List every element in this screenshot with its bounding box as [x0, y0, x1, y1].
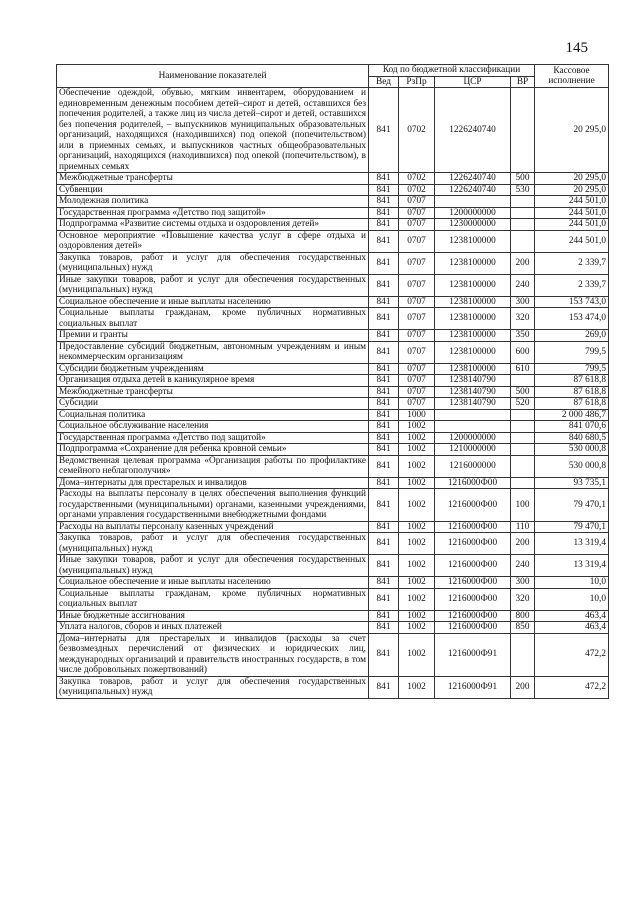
- row-rzpr-cell: 1002: [399, 622, 435, 634]
- row-ved-cell: 841: [369, 622, 399, 634]
- row-ved-cell: 841: [369, 610, 399, 622]
- row-name-cell: Государственная программа «Детство под защитой»: [57, 432, 369, 444]
- table-row: [57, 444, 609, 456]
- row-name-cell: Межбюджетные трансферты: [57, 173, 369, 185]
- row-vr-cell: [511, 230, 535, 252]
- table-row: [57, 184, 609, 196]
- row-ved-cell: 841: [369, 409, 399, 421]
- row-csr-cell: 1238100000: [435, 308, 511, 330]
- row-csr-cell: 1226240740: [435, 184, 511, 196]
- row-amount-cell: 20 295,0: [535, 173, 609, 185]
- row-vr-cell: 350: [511, 330, 535, 342]
- row-ved-cell: 841: [369, 296, 399, 308]
- row-amount-cell: 87 618,8: [535, 386, 609, 398]
- row-csr-cell: 1238140790: [435, 398, 511, 410]
- row-amount-cell: 799,5: [535, 363, 609, 375]
- row-rzpr-cell: 1002: [399, 477, 435, 489]
- row-vr-cell: [511, 375, 535, 387]
- row-amount-cell: 530 000,8: [535, 455, 609, 477]
- row-rzpr-cell: 0702: [399, 173, 435, 185]
- row-vr-cell: 320: [511, 308, 535, 330]
- row-csr-cell: 1216000Ф00: [435, 588, 511, 610]
- table-row: [57, 330, 609, 342]
- table-row: [57, 173, 609, 185]
- row-vr-cell: 600: [511, 341, 535, 363]
- row-amount-cell: 244 501,0: [535, 230, 609, 252]
- row-csr-cell: 1226240740: [435, 173, 511, 185]
- table-row: [57, 341, 609, 363]
- row-ved-cell: 841: [369, 184, 399, 196]
- row-csr-cell: 1216000Ф00: [435, 555, 511, 577]
- table-row: [57, 610, 609, 622]
- header-indicator-name: Наименование показателей: [57, 65, 369, 88]
- row-rzpr-cell: 1002: [399, 533, 435, 555]
- row-amount-cell: 87 618,8: [535, 398, 609, 410]
- row-csr-cell: 1200000000: [435, 432, 511, 444]
- row-ved-cell: 841: [369, 421, 399, 433]
- row-vr-cell: 300: [511, 577, 535, 589]
- row-amount-cell: 472,2: [535, 633, 609, 676]
- row-csr-cell: 1216000000: [435, 455, 511, 477]
- table-row: [57, 455, 609, 477]
- table-row: [57, 308, 609, 330]
- row-name-cell: Ведомственная целевая программа «Организация работы по профилактике семейного неблагополучия»: [57, 455, 369, 477]
- row-vr-cell: [511, 477, 535, 489]
- row-amount-cell: 10,0: [535, 588, 609, 610]
- row-amount-cell: 87 618,8: [535, 375, 609, 387]
- row-vr-cell: 240: [511, 274, 535, 296]
- row-name-cell: Государственная программа «Детство под защитой»: [57, 207, 369, 219]
- row-ved-cell: 841: [369, 398, 399, 410]
- row-csr-cell: 1216000Ф00: [435, 489, 511, 522]
- table-row: [57, 622, 609, 634]
- row-amount-cell: 153 743,0: [535, 296, 609, 308]
- row-rzpr-cell: 0707: [399, 398, 435, 410]
- row-csr-cell: 1200000000: [435, 207, 511, 219]
- table-row: [57, 398, 609, 410]
- row-vr-cell: [511, 409, 535, 421]
- table-row: [57, 555, 609, 577]
- row-ved-cell: 841: [369, 341, 399, 363]
- row-amount-cell: 2 000 486,7: [535, 409, 609, 421]
- row-amount-cell: 799,5: [535, 341, 609, 363]
- row-csr-cell: 1216000Ф00: [435, 533, 511, 555]
- row-csr-cell: 1210000000: [435, 444, 511, 456]
- table-row: [57, 274, 609, 296]
- row-rzpr-cell: 1002: [399, 588, 435, 610]
- row-rzpr-cell: 0707: [399, 196, 435, 208]
- row-name-cell: Подпрограмма «Развитие системы отдыха и оздоровления детей»: [57, 219, 369, 231]
- row-ved-cell: 841: [369, 196, 399, 208]
- row-vr-cell: 240: [511, 555, 535, 577]
- row-amount-cell: 13 319,4: [535, 555, 609, 577]
- row-rzpr-cell: 0707: [399, 375, 435, 387]
- row-csr-cell: 1216000Ф91: [435, 633, 511, 676]
- table-row: [57, 633, 609, 676]
- row-vr-cell: 320: [511, 588, 535, 610]
- row-ved-cell: 841: [369, 219, 399, 231]
- row-csr-cell: 1226240740: [435, 88, 511, 173]
- table-row: [57, 296, 609, 308]
- row-name-cell: Уплата налогов, сборов и иных платежей: [57, 622, 369, 634]
- row-ved-cell: 841: [369, 330, 399, 342]
- row-csr-cell: 1238100000: [435, 363, 511, 375]
- row-csr-cell: 1216000Ф00: [435, 622, 511, 634]
- table-row: [57, 88, 609, 173]
- row-csr-cell: 1238100000: [435, 252, 511, 274]
- row-csr-cell: 1216000Ф00: [435, 477, 511, 489]
- row-name-cell: Закупка товаров, работ и услуг для обеспечения государственных (муниципальных) нужд: [57, 533, 369, 555]
- row-csr-cell: 1238140790: [435, 386, 511, 398]
- row-vr-cell: 610: [511, 363, 535, 375]
- row-vr-cell: 110: [511, 521, 535, 533]
- row-amount-cell: 79 470,1: [535, 521, 609, 533]
- table-row: [57, 489, 609, 522]
- row-vr-cell: [511, 207, 535, 219]
- row-amount-cell: 2 339,7: [535, 274, 609, 296]
- row-rzpr-cell: 1002: [399, 610, 435, 622]
- row-rzpr-cell: 1002: [399, 676, 435, 698]
- row-vr-cell: 100: [511, 489, 535, 522]
- row-ved-cell: 841: [369, 477, 399, 489]
- row-amount-cell: 93 735,1: [535, 477, 609, 489]
- row-name-cell: Субсидии: [57, 398, 369, 410]
- row-rzpr-cell: 1002: [399, 555, 435, 577]
- row-ved-cell: 841: [369, 455, 399, 477]
- row-vr-cell: 500: [511, 173, 535, 185]
- row-rzpr-cell: 0707: [399, 207, 435, 219]
- row-name-cell: Иные закупки товаров, работ и услуг для обеспечения государственных (муниципальных) нужд: [57, 555, 369, 577]
- row-ved-cell: 841: [369, 521, 399, 533]
- row-ved-cell: 841: [369, 633, 399, 676]
- table-row: [57, 196, 609, 208]
- page-number: 145: [565, 40, 588, 56]
- row-csr-cell: 1216000Ф00: [435, 521, 511, 533]
- table-row: [57, 219, 609, 231]
- row-ved-cell: 841: [369, 88, 399, 173]
- row-vr-cell: [511, 633, 535, 676]
- header-csr: ЦСР: [435, 76, 511, 88]
- row-name-cell: Субсидии бюджетным учреждениям: [57, 363, 369, 375]
- row-ved-cell: 841: [369, 444, 399, 456]
- row-name-cell: Социальное обеспечение и иные выплаты населению: [57, 296, 369, 308]
- row-amount-cell: 20 295,0: [535, 184, 609, 196]
- row-rzpr-cell: 0707: [399, 308, 435, 330]
- row-ved-cell: 841: [369, 274, 399, 296]
- row-vr-cell: [511, 88, 535, 173]
- row-name-cell: Обеспечение одеждой, обувью, мягким инвентарем, оборудованием и единовременным денежным пособием детей–сирот и детей, оставшихся без попечения родителей, а также лиц из числа детей–сирот и детей, оставшихся без попечения родителей, – выпускников муниципальных образовательных организаций, находящихся (находившихся) под опекой (попечительством) или в приемных семьях, и выпускников частных общеобразовательных организаций, находящихся (находившихся) под опекой (попечительством), в приемных семьях: [57, 88, 369, 173]
- row-rzpr-cell: 1002: [399, 521, 435, 533]
- table-row: [57, 230, 609, 252]
- row-name-cell: Закупка товаров, работ и услуг для обеспечения государственных (муниципальных) нужд: [57, 252, 369, 274]
- row-amount-cell: 244 501,0: [535, 196, 609, 208]
- table-header-row: [57, 65, 609, 77]
- budget-execution-table: [56, 64, 609, 699]
- header-rzpr: РзПр: [399, 76, 435, 88]
- row-name-cell: Премии и гранты: [57, 330, 369, 342]
- row-name-cell: Организация отдыха детей в каникулярное время: [57, 375, 369, 387]
- table-row: [57, 421, 609, 433]
- table-row: [57, 375, 609, 387]
- row-rzpr-cell: 1002: [399, 577, 435, 589]
- row-amount-cell: 244 501,0: [535, 219, 609, 231]
- row-vr-cell: 520: [511, 398, 535, 410]
- row-vr-cell: 200: [511, 676, 535, 698]
- row-amount-cell: 10,0: [535, 577, 609, 589]
- header-code-group: Код по бюджетной классификации: [369, 65, 535, 77]
- row-rzpr-cell: 0707: [399, 341, 435, 363]
- row-name-cell: Молодежная политика: [57, 196, 369, 208]
- row-vr-cell: 200: [511, 252, 535, 274]
- table-row: [57, 252, 609, 274]
- row-vr-cell: 850: [511, 622, 535, 634]
- row-ved-cell: 841: [369, 432, 399, 444]
- row-ved-cell: 841: [369, 173, 399, 185]
- row-ved-cell: 841: [369, 207, 399, 219]
- row-rzpr-cell: 0707: [399, 230, 435, 252]
- row-rzpr-cell: 0707: [399, 386, 435, 398]
- table-row: [57, 363, 609, 375]
- row-amount-cell: 463,4: [535, 610, 609, 622]
- row-rzpr-cell: 1000: [399, 409, 435, 421]
- row-ved-cell: 841: [369, 252, 399, 274]
- row-amount-cell: 472,2: [535, 676, 609, 698]
- row-rzpr-cell: 1002: [399, 489, 435, 522]
- row-name-cell: Субвенции: [57, 184, 369, 196]
- row-name-cell: Иные закупки товаров, работ и услуг для обеспечения государственных (муниципальных) нужд: [57, 274, 369, 296]
- row-rzpr-cell: 0707: [399, 219, 435, 231]
- row-vr-cell: [511, 421, 535, 433]
- row-amount-cell: 13 319,4: [535, 533, 609, 555]
- row-rzpr-cell: 0707: [399, 296, 435, 308]
- row-name-cell: Закупка товаров, работ и услуг для обеспечения государственных (муниципальных) нужд: [57, 676, 369, 698]
- row-name-cell: Подпрограмма «Сохранение для ребенка кровной семьи»: [57, 444, 369, 456]
- row-csr-cell: [435, 196, 511, 208]
- header-cash-execution: Кассовое исполнение: [535, 65, 609, 88]
- row-name-cell: Дома–интернаты для престарелых и инвалидов (расходы за счет безвозмездных перечислений от физических и юридических лиц, международных организаций и правительств иностранных государств, в том числе добровольных пожертвований): [57, 633, 369, 676]
- row-ved-cell: 841: [369, 375, 399, 387]
- row-name-cell: Социальное обслуживание населения: [57, 421, 369, 433]
- table-row: [57, 386, 609, 398]
- row-name-cell: Социальное обеспечение и иные выплаты населению: [57, 577, 369, 589]
- row-vr-cell: 500: [511, 386, 535, 398]
- row-ved-cell: 841: [369, 308, 399, 330]
- row-rzpr-cell: 0707: [399, 252, 435, 274]
- row-amount-cell: 530 000,8: [535, 444, 609, 456]
- table-row: [57, 521, 609, 533]
- table-body: [57, 88, 609, 699]
- row-amount-cell: 841 070,6: [535, 421, 609, 433]
- row-ved-cell: 841: [369, 489, 399, 522]
- row-amount-cell: 269,0: [535, 330, 609, 342]
- row-rzpr-cell: 0707: [399, 274, 435, 296]
- row-csr-cell: 1238100000: [435, 341, 511, 363]
- row-csr-cell: 1230000000: [435, 219, 511, 231]
- row-csr-cell: 1238100000: [435, 230, 511, 252]
- row-name-cell: Социальные выплаты гражданам, кроме публичных нормативных социальных выплат: [57, 308, 369, 330]
- row-rzpr-cell: 0702: [399, 184, 435, 196]
- row-rzpr-cell: 1002: [399, 421, 435, 433]
- row-csr-cell: 1216000Ф91: [435, 676, 511, 698]
- row-ved-cell: 841: [369, 386, 399, 398]
- row-csr-cell: [435, 421, 511, 433]
- table-row: [57, 477, 609, 489]
- row-csr-cell: 1216000Ф00: [435, 610, 511, 622]
- row-vr-cell: [511, 432, 535, 444]
- header-vr: ВР: [511, 76, 535, 88]
- table-row: [57, 588, 609, 610]
- row-name-cell: Основное мероприятие «Повышение качества услуг в сфере отдыха и оздоровления детей»: [57, 230, 369, 252]
- row-csr-cell: 1238100000: [435, 296, 511, 308]
- table-row: [57, 533, 609, 555]
- row-name-cell: Социальная политика: [57, 409, 369, 421]
- row-amount-cell: 79 470,1: [535, 489, 609, 522]
- row-name-cell: Иные бюджетные ассигнования: [57, 610, 369, 622]
- row-ved-cell: 841: [369, 676, 399, 698]
- row-vr-cell: [511, 455, 535, 477]
- row-vr-cell: [511, 444, 535, 456]
- row-vr-cell: 530: [511, 184, 535, 196]
- row-name-cell: Социальные выплаты гражданам, кроме публичных нормативных социальных выплат: [57, 588, 369, 610]
- row-amount-cell: 2 339,7: [535, 252, 609, 274]
- row-ved-cell: 841: [369, 230, 399, 252]
- row-rzpr-cell: 1002: [399, 432, 435, 444]
- row-name-cell: Расходы на выплаты персоналу в целях обеспечения выполнения функций государственными (муниципальными) органами, казенными учреждениями, органами управления государственными внебюджетными фондами: [57, 489, 369, 522]
- table-row: [57, 409, 609, 421]
- row-rzpr-cell: 0707: [399, 330, 435, 342]
- row-csr-cell: 1238100000: [435, 274, 511, 296]
- row-vr-cell: [511, 219, 535, 231]
- row-vr-cell: 800: [511, 610, 535, 622]
- row-name-cell: Дома–интернаты для престарелых и инвалидов: [57, 477, 369, 489]
- row-csr-cell: [435, 409, 511, 421]
- row-ved-cell: 841: [369, 533, 399, 555]
- table-row: [57, 577, 609, 589]
- row-ved-cell: 841: [369, 363, 399, 375]
- header-ved: Вед: [369, 76, 399, 88]
- row-csr-cell: 1216000Ф00: [435, 577, 511, 589]
- row-rzpr-cell: 1002: [399, 455, 435, 477]
- row-ved-cell: 841: [369, 577, 399, 589]
- row-vr-cell: 300: [511, 296, 535, 308]
- row-vr-cell: [511, 196, 535, 208]
- row-ved-cell: 841: [369, 588, 399, 610]
- row-amount-cell: 244 501,0: [535, 207, 609, 219]
- row-amount-cell: 20 295,0: [535, 88, 609, 173]
- table-row: [57, 676, 609, 698]
- row-rzpr-cell: 0707: [399, 363, 435, 375]
- row-name-cell: Предоставление субсидий бюджетным, автономным учреждениям и иным некоммерческим организациям: [57, 341, 369, 363]
- row-ved-cell: 841: [369, 555, 399, 577]
- row-name-cell: Расходы на выплаты персоналу казенных учреждений: [57, 521, 369, 533]
- table-row: [57, 432, 609, 444]
- row-amount-cell: 463,4: [535, 622, 609, 634]
- row-rzpr-cell: 1002: [399, 633, 435, 676]
- row-csr-cell: 1238140790: [435, 375, 511, 387]
- row-rzpr-cell: 1002: [399, 444, 435, 456]
- row-amount-cell: 840 680,5: [535, 432, 609, 444]
- row-csr-cell: 1238100000: [435, 330, 511, 342]
- table-row: [57, 207, 609, 219]
- row-amount-cell: 153 474,0: [535, 308, 609, 330]
- row-rzpr-cell: 0702: [399, 88, 435, 173]
- row-name-cell: Межбюджетные трансферты: [57, 386, 369, 398]
- row-vr-cell: 200: [511, 533, 535, 555]
